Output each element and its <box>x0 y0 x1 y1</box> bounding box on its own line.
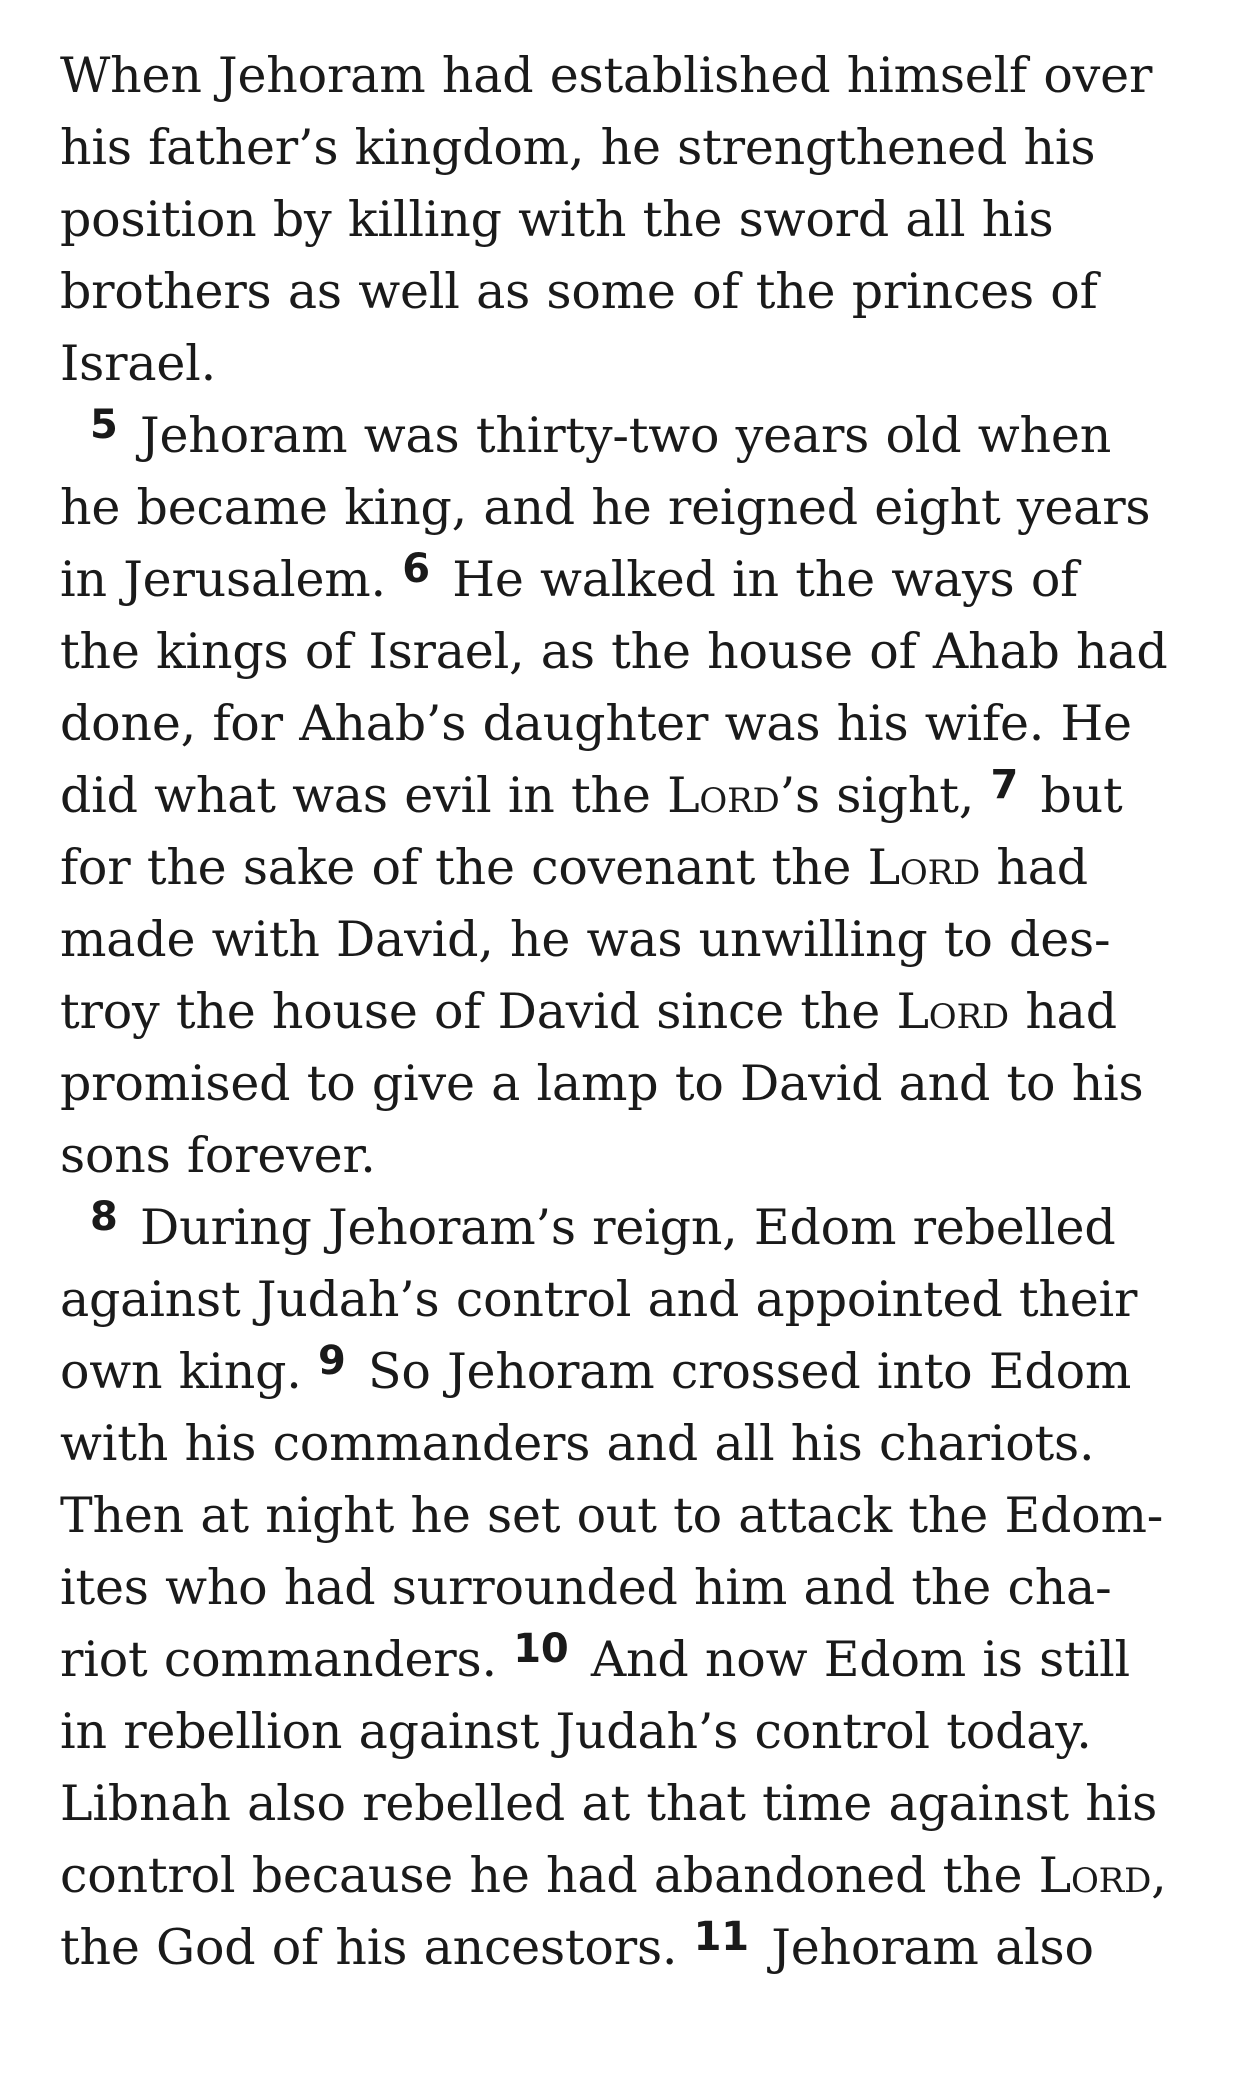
text-line <box>60 1264 1190 1336</box>
verse-text: in rebellion against Judah’s control today. <box>60 1703 1092 1760</box>
text-line <box>60 1768 1190 1840</box>
verse-text: So Jehoram crossed into Edom <box>351 1343 1132 1400</box>
verse-text: ’s sight, <box>779 767 991 824</box>
verse-number: 9 <box>318 1338 346 1384</box>
verse-text: position by killing with the sword all his <box>60 191 1054 248</box>
text-line <box>60 472 1190 544</box>
verse-text: troy the house of David since the <box>60 983 897 1040</box>
scripture-passage <box>60 40 1190 1984</box>
verse-text: brothers as well as some of the princes of <box>60 263 1098 320</box>
verse-text: riot commanders. <box>60 1631 514 1688</box>
text-line <box>60 1336 1190 1408</box>
text-line <box>60 40 1190 112</box>
verse-number: 7 <box>990 762 1019 808</box>
text-line <box>60 1408 1190 1480</box>
text-line <box>60 688 1190 760</box>
text-line <box>60 832 1190 904</box>
divine-name: Lord <box>667 767 780 824</box>
verse-text: in Jerusalem. <box>60 551 403 608</box>
text-line <box>60 1192 1190 1264</box>
text-line <box>60 328 1190 400</box>
verse-text: his father’s kingdom, he strengthened his <box>60 119 1096 176</box>
verse-text: did what was evil in the <box>60 767 668 824</box>
text-line <box>60 544 1190 616</box>
verse-number: 11 <box>693 1914 749 1960</box>
divine-name: Lord <box>896 983 1009 1040</box>
verse-text: Israel. <box>60 335 216 392</box>
text-line <box>60 1048 1190 1120</box>
verse-text: When Jehoram had established himself over <box>60 47 1153 104</box>
verse-text: Libnah also rebelled at that time against his <box>60 1775 1158 1832</box>
verse-text: Jehoram was thirty-two years old when <box>123 407 1112 464</box>
text-line <box>60 1120 1190 1192</box>
text-line <box>60 1552 1190 1624</box>
verse-text: promised to give a lamp to David and to his <box>60 1055 1144 1112</box>
verse-text: ites who had surrounded him and the cha- <box>60 1559 1112 1616</box>
verse-text: Jehoram also <box>754 1919 1094 1976</box>
text-line <box>60 1840 1190 1912</box>
text-line <box>60 760 1190 832</box>
verse-text: own king. <box>60 1343 319 1400</box>
verse-text: with his commanders and all his chariots. <box>60 1415 1095 1472</box>
verse-text: the kings of Israel, as the house of Ahab had <box>60 623 1168 680</box>
verse-text: against Judah’s control and appointed their <box>60 1271 1138 1328</box>
text-line <box>60 184 1190 256</box>
divine-name: Lord <box>867 839 981 896</box>
verse-text: had <box>1008 983 1117 1040</box>
text-line <box>60 1624 1190 1696</box>
verse-number: 5 <box>90 402 118 448</box>
verse-text: During Jehoram’s reign, Edom rebelled <box>123 1199 1116 1256</box>
text-line <box>60 112 1190 184</box>
verse-text: sons forever. <box>60 1127 376 1184</box>
verse-number: 10 <box>513 1626 569 1672</box>
verse-text: had <box>980 839 1088 896</box>
text-line <box>60 616 1190 688</box>
text-line <box>60 1696 1190 1768</box>
verse-text: but <box>1024 767 1123 824</box>
verse-number: 8 <box>90 1194 118 1240</box>
verse-text: he became king, and he reigned eight years <box>60 479 1151 536</box>
text-line <box>60 400 1190 472</box>
verse-text: , <box>1151 1847 1167 1904</box>
verse-text: made with David, he was unwilling to des- <box>60 911 1111 968</box>
verse-text: Then at night he set out to attack the Edom- <box>60 1487 1164 1544</box>
verse-text: He walked in the ways of <box>435 551 1079 608</box>
text-line <box>60 1480 1190 1552</box>
text-line <box>60 1912 1190 1984</box>
verse-text: And now Edom is still <box>574 1631 1131 1688</box>
verse-text: for the sake of the covenant the <box>60 839 868 896</box>
text-line <box>60 256 1190 328</box>
text-line <box>60 976 1190 1048</box>
verse-text: done, for Ahab’s daughter was his wife. He <box>60 695 1132 752</box>
verse-text: the God of his ancestors. <box>60 1919 694 1976</box>
divine-name: Lord <box>1038 1847 1152 1904</box>
verse-text: control because he had abandoned the <box>60 1847 1039 1904</box>
text-line <box>60 904 1190 976</box>
verse-number: 6 <box>402 546 430 592</box>
